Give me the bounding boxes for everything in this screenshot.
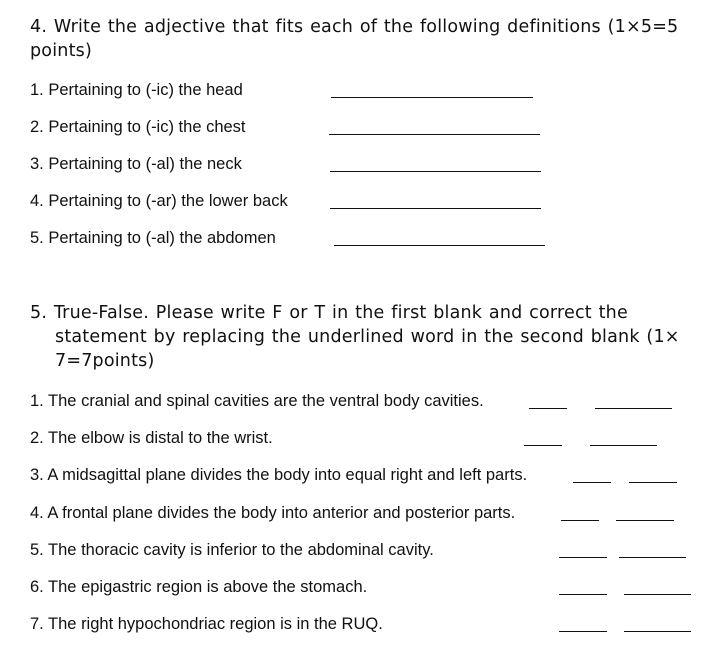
answer-blank-def-4[interactable]	[330, 208, 541, 209]
definition-item-5: 5. Pertaining to (-al) the abdomen	[30, 229, 276, 247]
section-4-heading-line-2: points)	[30, 41, 92, 61]
section-5-heading	[30, 301, 680, 373]
section-5-heading-line-1: 5. True-False. Please write F or T in the first blank and correct the	[30, 303, 628, 323]
section-4-heading-line-1: 4. Write the adjective that fits each of the following definitions (1×5=5	[30, 17, 679, 37]
correction-blank-2[interactable]	[590, 445, 657, 446]
true-false-item-3: 3. A midsagittal plane divides the body into equal right and left parts.	[30, 466, 528, 484]
definition-item-4: 4. Pertaining to (-ar) the lower back	[30, 192, 288, 210]
answer-blank-def-3[interactable]	[330, 171, 541, 172]
correction-blank-5[interactable]	[619, 557, 686, 558]
correction-blank-6[interactable]	[624, 594, 691, 595]
correction-blank-3[interactable]	[629, 482, 677, 483]
answer-blank-def-1[interactable]	[331, 97, 533, 98]
tf-blank-2[interactable]	[524, 445, 562, 446]
definition-item-1: 1. Pertaining to (-ic) the head	[30, 81, 243, 99]
definition-item-3: 3. Pertaining to (-al) the neck	[30, 155, 242, 173]
true-false-item-4: 4. A frontal plane divides the body into anterior and posterior parts.	[30, 504, 516, 522]
tf-blank-6[interactable]	[559, 594, 607, 595]
answer-blank-def-2[interactable]	[329, 134, 540, 135]
correction-blank-4[interactable]	[616, 520, 674, 521]
correction-blank-1[interactable]	[595, 408, 672, 409]
section-5-heading-line-2: statement by replacing the underlined word in the second blank (1×	[55, 327, 680, 347]
true-false-item-5: 5. The thoracic cavity is inferior to the abdominal cavity.	[30, 541, 434, 559]
tf-blank-5[interactable]	[559, 557, 607, 558]
definition-item-2: 2. Pertaining to (-ic) the chest	[30, 118, 246, 136]
section-5-heading-line-3: 7=7points)	[55, 351, 155, 371]
true-false-item-7: 7. The right hypochondriac region is in the RUQ.	[30, 615, 383, 633]
true-false-item-6: 6. The epigastric region is above the stomach.	[30, 578, 368, 596]
true-false-item-2: 2. The elbow is distal to the wrist.	[30, 429, 273, 447]
true-false-item-1: 1. The cranial and spinal cavities are the ventral body cavities.	[30, 392, 484, 410]
tf-blank-7[interactable]	[559, 631, 607, 632]
tf-blank-1[interactable]	[529, 408, 567, 409]
tf-blank-3[interactable]	[573, 482, 611, 483]
answer-blank-def-5[interactable]	[334, 245, 545, 246]
tf-blank-4[interactable]	[561, 520, 599, 521]
correction-blank-7[interactable]	[624, 631, 691, 632]
section-4-heading	[30, 15, 678, 63]
